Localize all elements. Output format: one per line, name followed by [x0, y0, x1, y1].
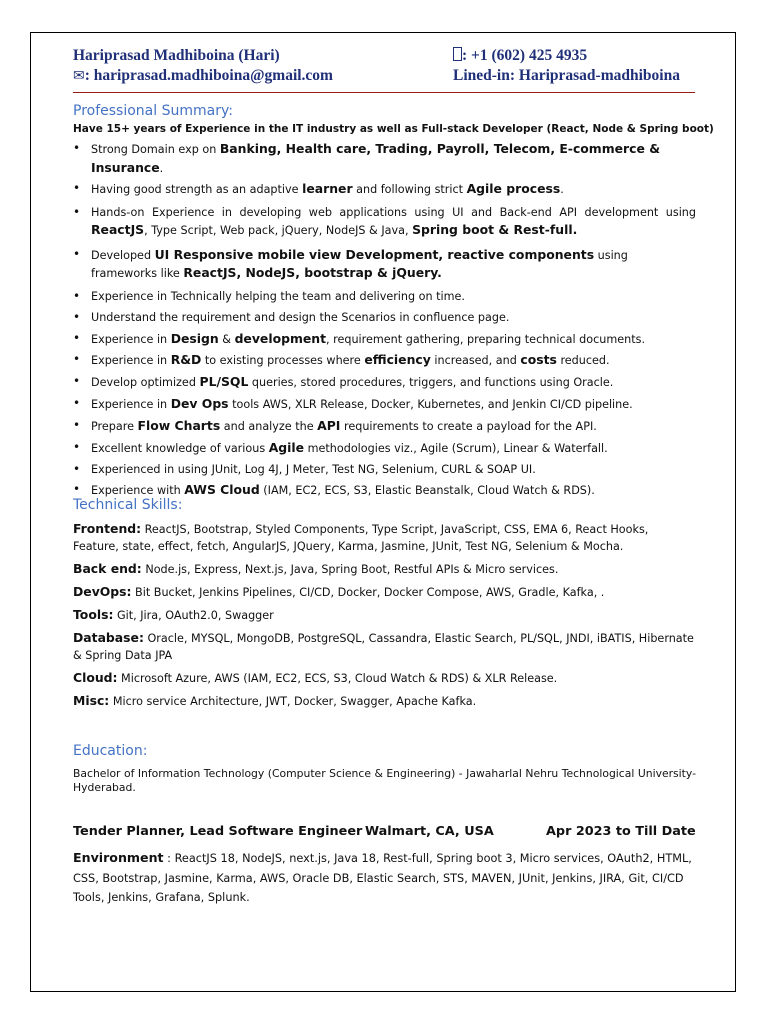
job-company: Walmart, CA, USA: [365, 824, 494, 839]
resume-header: [73, 47, 695, 93]
skill-row: Tools: Git, Jira, OAuth2.0, Swagger: [73, 607, 274, 622]
skill-row: Database: Oracle, MYSQL, MongoDB, PostgreSQL, Cassandra, Elastic Search, PL/SQL, JNDI, iBATIS, Hibernate & Spring Data JPA: [73, 630, 694, 662]
skill-row: Back end: Node.js, Express, Next.js, Java, Spring Boot, Restful APIs & Micro services.: [73, 561, 559, 576]
job-role: Tender Planner, Lead Software Engineer: [73, 824, 363, 839]
skill-row: Cloud: Microsoft Azure, AWS (IAM, EC2, ECS, S3, Cloud Watch & RDS) & XLR Release.: [73, 670, 558, 685]
education-text: Bachelor of Information Technology (Computer Science & Engineering) - Jawaharlal Nehru Technological University- Hyderabad.: [73, 767, 696, 794]
list-item: • Experience in Dev Ops tools AWS, XLR Release, Docker, Kubernetes, and Jenkin CI/CD pipeline.: [73, 395, 696, 414]
list-item: • Experience with AWS Cloud (IAM, EC2, ECS, S3, Elastic Beanstalk, Cloud Watch & RDS).: [73, 481, 696, 500]
list-item: • Hands-on Experience in developing web applications using UI and Back-end API development using ReactJS, Type Script, Web pack, jQuery, NodeJS & Java, Spring boot & Rest-full.: [73, 204, 696, 240]
header-divider: [73, 92, 695, 93]
list-item: • Excellent knowledge of various Agile methodologies viz., Agile (Scrum), Linear & Waterfall.: [73, 439, 696, 458]
list-item: • Experience in Technically helping the team and delivering on time.: [73, 288, 696, 306]
list-item: • Strong Domain exp on Banking, Health care, Trading, Payroll, Telecom, E-commerce & Insurance.: [73, 140, 696, 177]
summary-title: Professional Summary:: [73, 103, 233, 119]
job-dates: Apr 2023 to Till Date: [546, 824, 696, 839]
linkedin-contact[interactable]: Lined-in: Hariprasad-madhiboina: [453, 67, 680, 84]
skill-row: DevOps: Bit Bucket, Jenkins Pipelines, CI/CD, Docker, Docker Compose, AWS, Gradle, Kafka, .: [73, 584, 605, 599]
skills-title: Technical Skills:: [73, 497, 183, 513]
summary-list: [73, 140, 696, 503]
skills-list: [73, 520, 696, 715]
mail-icon: ✉: [73, 68, 85, 84]
job-heading: [73, 824, 696, 842]
job-environment: Environment : ReactJS 18, NodeJS, next.js, Java 18, Rest-full, Spring boot 3, Micro services, OAuth2, HTML, CSS, Bootstrap, Jasmine, Karma, AWS, Oracle DB, Elastic Search, STS, MAVEN, JUnit, Jenkins, JIRA, Git, CI/CD Tools, Jenkins, Grafana, Splunk.: [73, 850, 692, 904]
list-item: • Understand the requirement and design the Scenarios in confluence page.: [73, 309, 696, 327]
list-item: • Experience in Design & development, requirement gathering, preparing technical documents.: [73, 330, 696, 349]
candidate-name: Hariprasad Madhiboina (Hari): [73, 47, 280, 64]
list-item: • Having good strength as an adaptive learner and following strict Agile process.: [73, 180, 696, 199]
list-item: • Develop optimized PL/SQL queries, stored procedures, triggers, and functions using Oracle.: [73, 373, 696, 392]
summary-intro: Have 15+ years of Experience in the IT industry as well as Full-stack Developer (React, Node & Spring boot): [73, 123, 714, 135]
list-item: • Developed UI Responsive mobile view Development, reactive components using frameworks like ReactJS, NodeJS, bootstrap & jQuery.: [73, 246, 696, 283]
skill-row: Frontend: ReactJS, Bootstrap, Styled Components, Type Script, JavaScript, CSS, EMA 6, React Hooks, Feature, state, effect, fetch, AngularJS, JQuery, Karma, Jasmine, JUnit, Test NG, Selenium & Mocha.: [73, 521, 649, 553]
list-item: • Prepare Flow Charts and analyze the API requirements to create a payload for the API.: [73, 417, 696, 436]
email-contact: [73, 67, 333, 85]
email-address[interactable]: : hariprasad.madhiboina@gmail.com: [84, 67, 333, 84]
phone-number: : +1 (602) 425 4935: [462, 47, 588, 64]
skill-row: Misc: Micro service Architecture, JWT, Docker, Swagger, Apache Kafka.: [73, 693, 477, 708]
education-title: Education:: [73, 743, 148, 759]
phone-contact: [453, 47, 587, 65]
list-item: • Experience in R&D to existing processes where efficiency increased, and costs reduced.: [73, 351, 696, 370]
phone-icon: [453, 47, 462, 61]
list-item: • Experienced in using JUnit, Log 4J, J Meter, Test NG, Selenium, CURL & SOAP UI.: [73, 461, 696, 479]
